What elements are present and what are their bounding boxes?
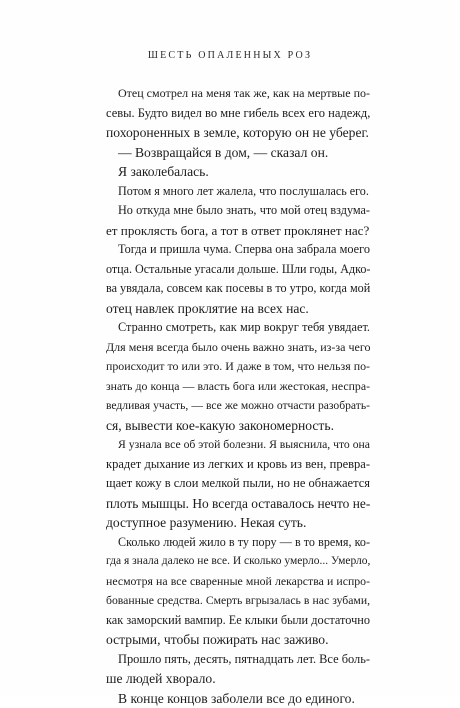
text-line: щает кожу в слои мелкой пыли, но не обнажается (106, 474, 370, 494)
text-line: похороненных в земле, которую он не уберег. (106, 123, 370, 143)
text-line: крадет дыхание из легких и кровь из вен, превра- (106, 455, 370, 475)
text-line: как заморский вампир. Ее клыки были достаточно (106, 611, 370, 631)
text-line: Тогда и пришла чума. Сперва она забрала моего (106, 240, 370, 260)
text-line: знать до конца — власть бога или жестокая, неспра- (106, 377, 370, 397)
text-line: несмотря на все сваренные мной лекарства и испро- (106, 572, 370, 592)
running-head: ШЕСТЬ ОПАЛЕННЫХ РОЗ (0, 50, 460, 61)
text-line: гда я знала далеко не все. И сколько умерло... Умерло, (106, 552, 370, 572)
text-line: Для меня всегда было очень важно знать, из-за чего (106, 338, 370, 358)
text-line: Сколько людей жило в ту пору — в то время, ко- (106, 533, 370, 553)
text-line: ше людей хворало. (106, 669, 370, 689)
text-line: Я заколебалась. (106, 162, 370, 182)
text-line: ет проклясть бога, а тот в ответ проклянет нас? (106, 221, 370, 241)
text-line: ведливая участь, — все же можно отчасти разобрать- (106, 396, 370, 416)
text-line: Прошло пять, десять, пятнадцать лет. Все боль- (106, 650, 370, 670)
text-line: плоть мышцы. Но всегда оставалось нечто не- (106, 494, 370, 514)
body-text (106, 84, 370, 708)
text-line: В конце концов заболели все до единого. (106, 689, 370, 708)
text-line: Потом я много лет жалела, что послушалась его. (106, 182, 370, 202)
text-line: острыми, чтобы пожирать нас заживо. (106, 630, 370, 650)
text-line: Я узнала все об этой болезни. Я выяснила, что она (106, 435, 370, 455)
text-line: — Возвращайся в дом, — сказал он. (106, 143, 370, 163)
text-line: отец навлек проклятие на всех нас. (106, 299, 370, 319)
text-line: доступное разумению. Некая суть. (106, 513, 370, 533)
text-line: отца. Остальные угасали дольше. Шли годы, Адко- (106, 260, 370, 280)
text-line: Отец смотрел на меня так же, как на мертвые по- (106, 84, 370, 104)
text-line: Но откуда мне было знать, что мой отец вздума- (106, 201, 370, 221)
text-line: севы. Будто видел во мне гибель всех его надежд, (106, 104, 370, 124)
text-line: ва увядала, совсем как посевы в то утро, когда мой (106, 279, 370, 299)
text-line: ся, вывести кое-какую закономерность. (106, 416, 370, 436)
text-line: бованные средства. Смерть вгрызалась в нас зубами, (106, 591, 370, 611)
text-line: Странно смотреть, как мир вокруг тебя увядает. (106, 318, 370, 338)
text-line: происходит то или это. И даже в том, что нельзя по- (106, 357, 370, 377)
